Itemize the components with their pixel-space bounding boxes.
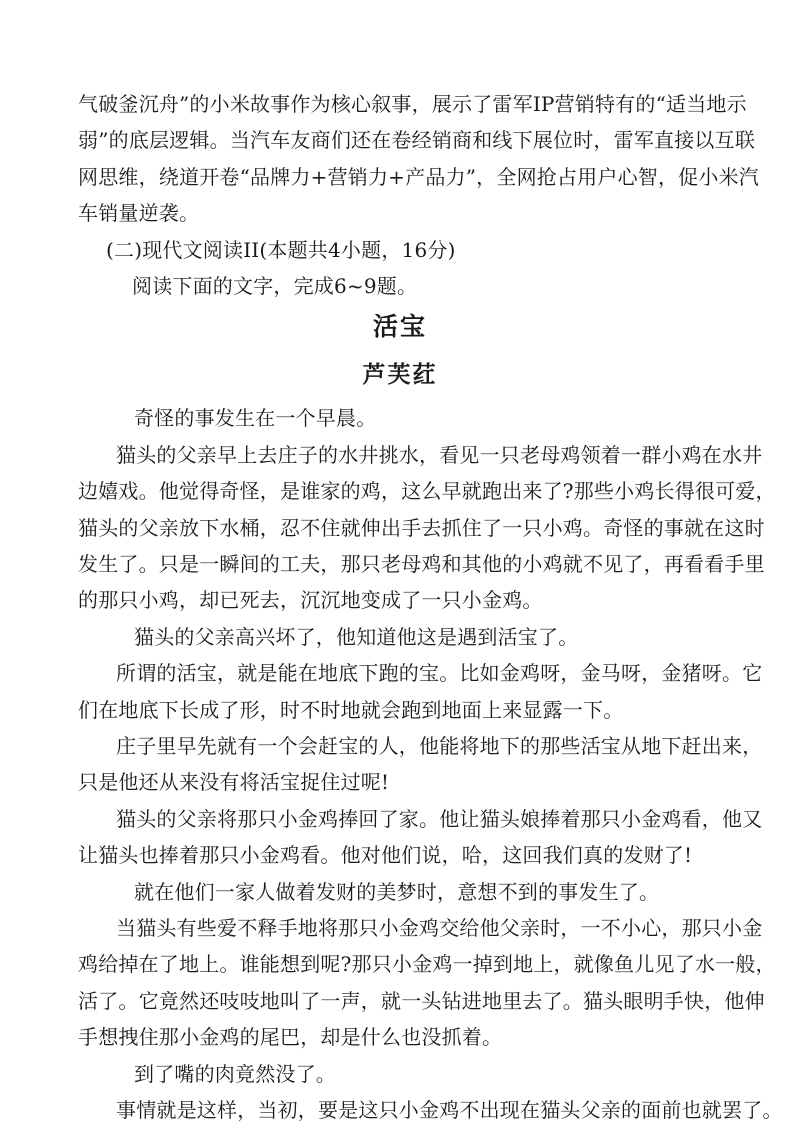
paragraph-line: 只是他还从来没有将活宝捉住过呢! (78, 770, 390, 794)
text-line: 网思维，绕道开卷“品牌力+营销力+产品力”，全网抢占用户心智，促小米汽 (78, 165, 759, 189)
paragraph-line: 的那只小鸡，却已死去，沉沉地变成了一只小金鸡。 (78, 588, 543, 612)
paragraph-line: 就在他们一家人做着发财的美梦时，意想不到的事发生了。 (134, 880, 660, 904)
paragraph-line: 到了嘴的肉竟然没了。 (134, 1062, 336, 1086)
paragraph-line: 猫头的父亲高兴坏了，他知道他这是遇到活宝了。 (134, 625, 579, 649)
text-line: 车销量逆袭。 (78, 201, 200, 225)
paragraph-line: 猫头的父亲早上去庄子的水井挑水，看见一只老母鸡领着一群小鸡在水井 (116, 443, 763, 467)
paragraph-line: 鸡给掉在了地上。谁能想到呢?那只小金鸡一掉到地上，就像鱼儿见了水一般， (78, 952, 776, 976)
paragraph-line: 手想拽住那小金鸡的尾巴，却是什么也没抓着。 (78, 1025, 503, 1049)
paragraph-line: 庄子里早先就有一个会赶宝的人，他能将地下的那些活宝从地下赶出来， (116, 734, 763, 758)
paragraph-line: 奇怪的事发生在一个早晨。 (134, 406, 377, 430)
paragraph-line: 猫头的父亲将那只小金鸡捧回了家。他让猫头娘捧着那只小金鸡看，他又 (116, 807, 763, 831)
instruction-line: 阅读下面的文字，完成6~9题。 (132, 274, 418, 298)
paragraph-line: 猫头的父亲放下水桶，忍不住就伸出手去抓住了一只小鸡。奇怪的事就在这时 (78, 516, 765, 540)
paragraph-line: 们在地底下长成了形，时不时地就会跑到地面上来显露一下。 (78, 698, 624, 722)
paragraph-line: 事情就是这样，当初，要是这只小金鸡不出现在猫头父亲的面前也就罢了。 (116, 1098, 783, 1122)
paragraph-line: 边嬉戏。他觉得奇怪，是谁家的鸡，这么早就跑出来了?那些小鸡长得很可爱， (78, 479, 776, 503)
paragraph-line: 当猫头有些爱不释手地将那只小金鸡交给他父亲时，一不小心，那只小金 (116, 916, 763, 940)
paragraph-line: 让猫头也捧着那只小金鸡看。他对他们说，哈，这回我们真的发财了! (78, 843, 693, 867)
text-line: 气破釜沉舟”的小米故事作为核心叙事，展示了雷军IP营销特有的“适当地示 (78, 92, 747, 116)
story-author: 芦芙荭 (362, 362, 438, 388)
paragraph-line: 发生了。只是一瞬间的工夫，那只老母鸡和其他的小鸡就不见了，再看看手里 (78, 552, 765, 576)
story-title: 活宝 (372, 312, 427, 341)
text-line: 弱”的底层逻辑。当汽车友商们还在卷经销商和线下展位时，雷军直接以互联 (78, 128, 756, 152)
paragraph-line: 活了。它竟然还吱吱地叫了一声，就一头钻进地里去了。猫头眼明手快，他伸 (78, 989, 765, 1013)
section-heading: (二)现代文阅读II(本题共4小题，16分) (106, 238, 456, 262)
paragraph-line: 所谓的活宝，就是能在地底下跑的宝。比如金鸡呀，金马呀，金猪呀。它 (116, 661, 763, 685)
